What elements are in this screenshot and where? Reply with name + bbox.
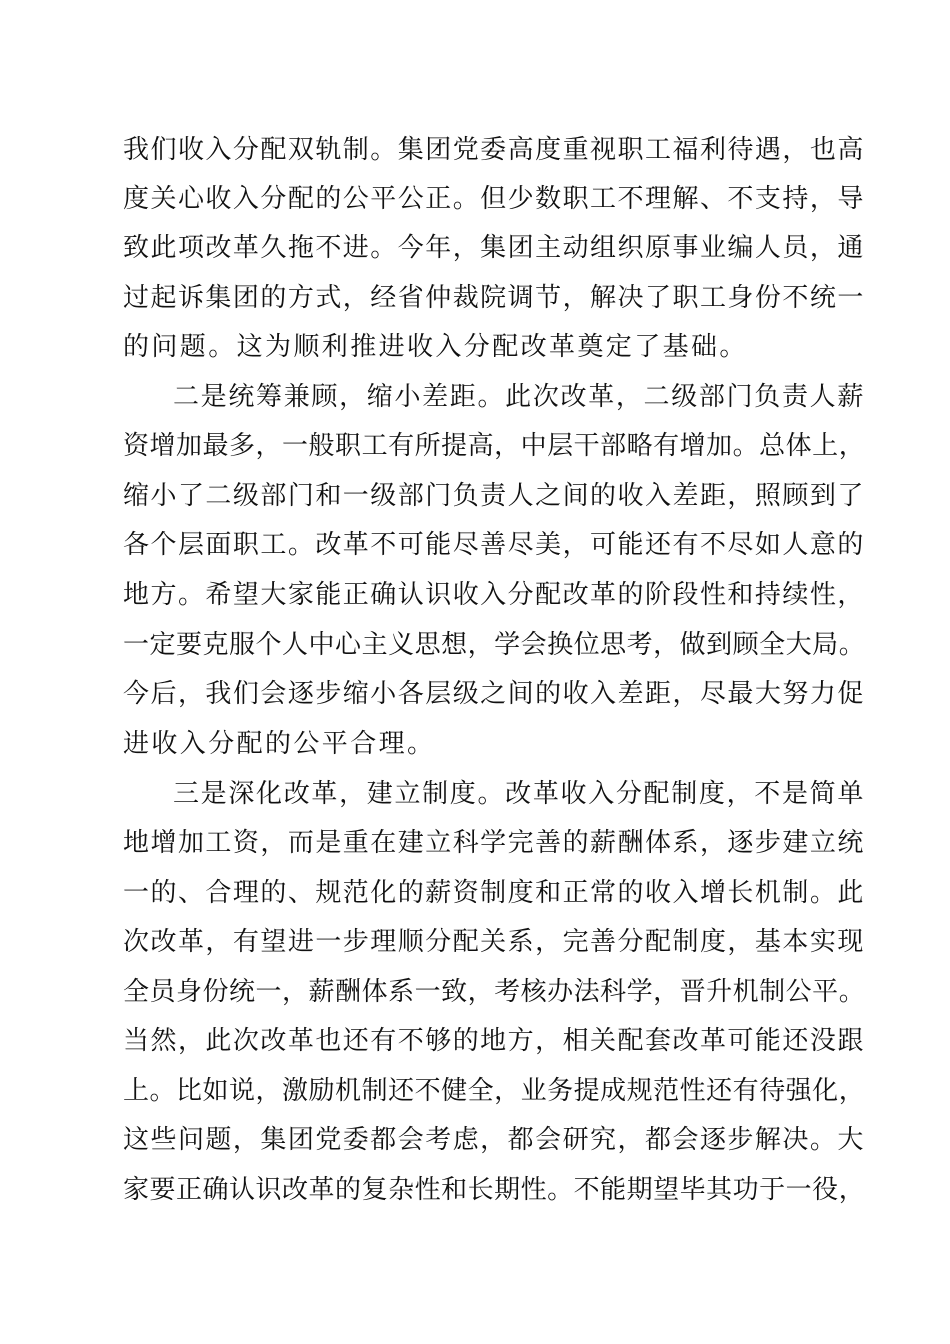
text-line: 我们收入分配双轨制。集团党委高度重视职工福利待遇，也高 [123, 135, 865, 165]
text-line: 地方。希望大家能正确认识收入分配改革的阶段性和持续性， [123, 580, 865, 610]
text-line: 地增加工资，而是重在建立科学完善的薪酬体系，逐步建立统 [123, 828, 865, 858]
text-line: 一的、合理的、规范化的薪资制度和正常的收入增长机制。此 [123, 878, 865, 908]
text-line: 进收入分配的公平合理。 [123, 729, 436, 759]
text-line: 的问题。这为顺利推进收入分配改革奠定了基础。 [123, 332, 748, 362]
text-line: 致此项改革久拖不进。今年，集团主动组织原事业编人员，通 [123, 233, 865, 263]
text-line: 次改革，有望进一步理顺分配关系，完善分配制度，基本实现 [123, 927, 865, 957]
paragraph-start-line: 二是统筹兼顾，缩小差距。此次改革，二级部门负责人薪 [173, 382, 866, 412]
paragraph-start-line: 三是深化改革，建立制度。改革收入分配制度，不是简单 [173, 779, 866, 809]
text-line: 资增加最多，一般职工有所提高，中层干部略有增加。总体上， [123, 431, 866, 461]
text-line: 今后，我们会逐步缩小各层级之间的收入差距，尽最大努力促 [123, 679, 865, 709]
text-line: 全员身份统一，薪酬体系一致，考核办法科学，晋升机制公平。 [123, 977, 866, 1007]
text-line: 缩小了二级部门和一级部门负责人之间的收入差距，照顾到了 [123, 481, 865, 511]
text-line: 过起诉集团的方式，经省仲裁院调节，解决了职工身份不统一 [123, 283, 865, 313]
text-line: 一定要克服个人中心主义思想，学会换位思考，做到顾全大局。 [123, 630, 866, 660]
text-line: 这些问题，集团党委都会考虑，都会研究，都会逐步解决。大 [123, 1125, 865, 1155]
text-line: 当然，此次改革也还有不够的地方，相关配套改革可能还没跟 [123, 1026, 865, 1056]
text-line: 家要正确认识改革的复杂性和长期性。不能期望毕其功于一役， [123, 1175, 866, 1205]
text-line: 各个层面职工。改革不可能尽善尽美，可能还有不尽如人意的 [123, 530, 865, 560]
text-line: 度关心收入分配的公平公正。但少数职工不理解、不支持，导 [123, 184, 865, 214]
text-line: 上。比如说，激励机制还不健全，业务提成规范性还有待强化， [123, 1076, 866, 1106]
